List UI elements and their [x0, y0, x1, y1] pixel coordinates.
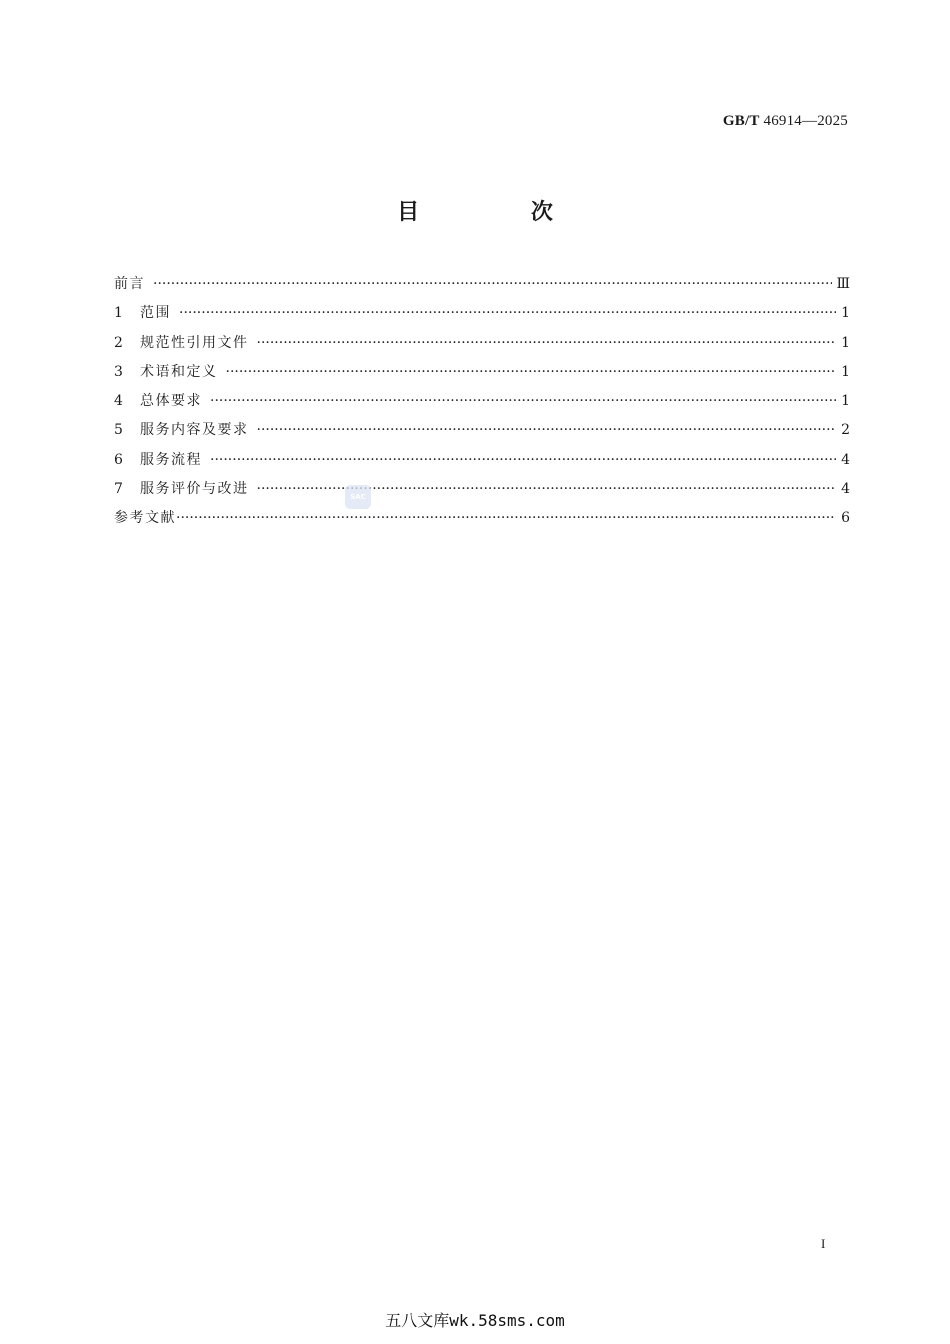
toc-entry-page: 1: [841, 393, 850, 410]
standard-prefix: GB/T: [722, 113, 760, 129]
toc-entry-service-evaluation[interactable]: [114, 475, 850, 504]
watermark-logo-text: SAC: [350, 493, 366, 501]
toc-entry-page: 1: [841, 363, 850, 380]
toc-entry-page: 4: [841, 481, 850, 498]
toc-entry-page: 2: [841, 422, 850, 439]
toc-entry-number: 2: [114, 334, 123, 351]
toc-entry-label: 总体要求: [140, 393, 202, 410]
toc-entry-label: 服务内容及要求: [140, 422, 249, 439]
toc-entry-number: 3: [114, 363, 123, 380]
toc-entry-page: 1: [841, 305, 850, 322]
toc-entry-label: 范围: [140, 305, 171, 322]
toc-entry-service-process[interactable]: [114, 446, 850, 475]
toc-title: 目 次: [397, 200, 605, 225]
toc-leader-dots: [179, 299, 836, 328]
toc-entry-number: 6: [114, 451, 123, 468]
standard-code: 46914—2025: [763, 113, 848, 129]
toc-entry-scope[interactable]: [114, 299, 850, 328]
toc-leader-dots: [210, 446, 836, 475]
toc-leader-dots: [210, 387, 836, 416]
toc-entry-number: 1: [114, 305, 123, 322]
toc-entry-number: 5: [114, 422, 123, 439]
page-number: I: [821, 1236, 826, 1251]
toc-entry-service-content[interactable]: [114, 416, 850, 445]
toc-entry-label: 规范性引用文件: [140, 334, 249, 351]
toc-entry-number: 7: [114, 481, 123, 498]
toc-entry-bibliography[interactable]: [114, 504, 850, 533]
toc-entry-page: Ⅲ: [836, 276, 850, 292]
toc-list: [114, 270, 850, 534]
toc-entry-foreword[interactable]: [114, 270, 850, 299]
toc-leader-dots: [257, 329, 837, 358]
toc-leader-dots: [176, 504, 836, 533]
toc-entry-normative-references[interactable]: [114, 329, 850, 358]
toc-entry-label: 术语和定义: [140, 363, 218, 380]
toc-leader-dots: [153, 270, 832, 299]
toc-entry-general-requirements[interactable]: [114, 387, 850, 416]
footer-site-text: 五八文库wk.58sms.com: [385, 1311, 565, 1330]
toc-entry-terms-definitions[interactable]: [114, 358, 850, 387]
toc-leader-dots: [257, 416, 837, 445]
toc-entry-label: 前言: [114, 276, 145, 292]
toc-entry-label: 服务评价与改进: [140, 481, 249, 498]
sac-watermark-icon: [345, 485, 371, 509]
toc-entry-page: 1: [841, 334, 850, 351]
toc-entry-number: 4: [114, 393, 123, 410]
standard-number: [723, 113, 848, 130]
toc-leader-dots: [257, 475, 837, 504]
toc-leader-dots: [226, 358, 837, 387]
toc-entry-page: 6: [841, 510, 850, 527]
toc-entry-label: 参考文献: [114, 510, 176, 527]
toc-entry-label: 服务流程: [140, 451, 202, 468]
toc-entry-page: 4: [841, 451, 850, 468]
